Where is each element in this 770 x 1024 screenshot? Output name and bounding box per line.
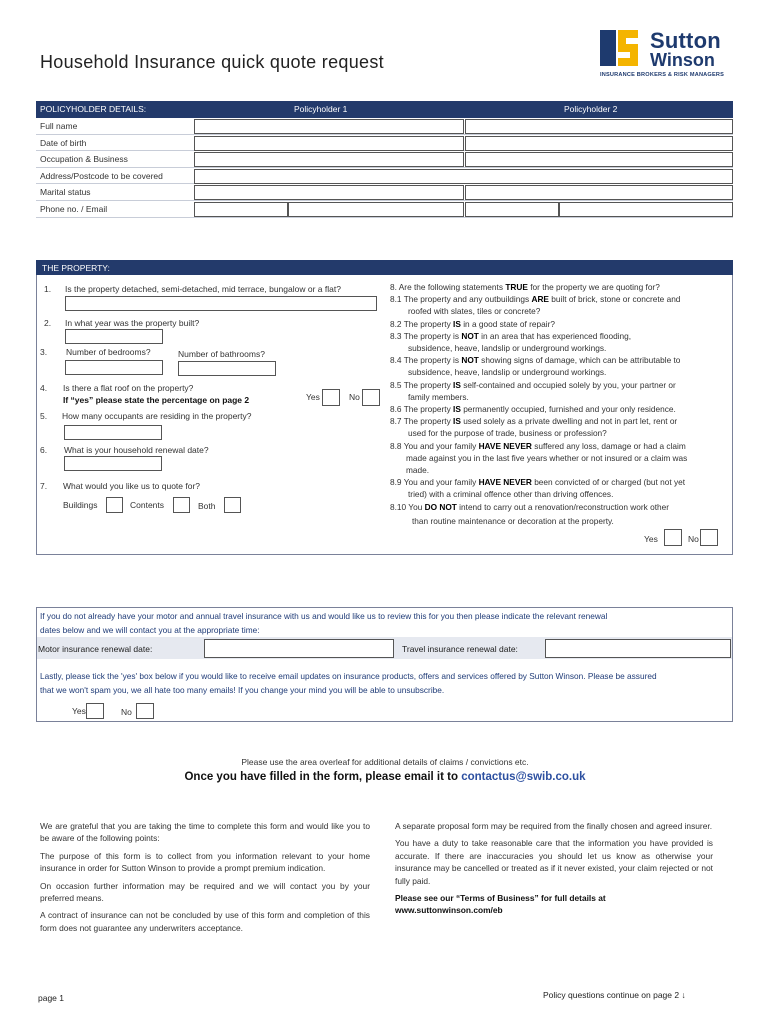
terms-text: Please see our “Terms of Business” for full details at — [395, 893, 606, 904]
policyholder-1-heading: Policyholder 1 — [294, 104, 348, 114]
s3-text-end: in an area that has experienced flooding, — [478, 330, 632, 341]
s4-text: 8.4 The property is — [390, 355, 462, 366]
q5-text: How many occupants are residing in the property? — [62, 411, 252, 421]
s6-text: 8.6 The property — [390, 404, 454, 415]
s10-text: 8.10 You — [390, 501, 425, 512]
q7-contents-label: Contents — [130, 500, 165, 510]
note-right-1: A separate proposal form may be required from the finally chosen and agreed insurer. — [395, 821, 713, 831]
s4-continuation: subsidence, heave, landslip or underground workings. — [408, 367, 607, 378]
dob-ph2-input[interactable] — [465, 136, 733, 151]
q7-both-label: Both — [198, 501, 216, 511]
occupation-ph1-input[interactable] — [194, 152, 464, 167]
policyholder-header-label: POLICYHOLDER DETAILS: — [40, 104, 147, 114]
s6-text-end: permanently occupied, furnished and your only residence. — [460, 404, 676, 415]
note-right-2: You have a duty to take reasonable care that the information you have provided is accurate. If there are inaccuracies you should let us know as otherwise your insurance may be cancelled or treated as if it never existed, your claim rejected or not fully paid. — [395, 838, 713, 886]
s8-continuation-end: made. — [406, 465, 430, 476]
q2-text: In what year was the property built? — [65, 318, 200, 328]
s7-text: 8.7 The property — [390, 416, 454, 427]
row-label-occupation: Occupation & Business — [40, 154, 128, 165]
s3-emphasis: NOT — [461, 330, 479, 341]
s1-text-end: built of brick, stone or concrete and — [548, 294, 681, 305]
occupants-input[interactable] — [64, 425, 162, 440]
logo-tagline: INSURANCE BROKERS & RISK MANAGERS — [600, 72, 725, 78]
overleaf-note: Please use the area overleaf for additional details of claims / convictions etc. — [241, 757, 529, 767]
flat-roof-yes-checkbox[interactable] — [322, 389, 340, 406]
s10-text-end: intend to carry out a renovation/reconstruction work other — [456, 501, 670, 512]
year-built-input[interactable] — [65, 329, 163, 344]
bedrooms-input[interactable] — [65, 360, 163, 375]
continue-note: Policy questions continue on page 2 ↓ — [543, 990, 686, 1000]
notes-left — [40, 820, 370, 934]
s2-text-end: in a good state of repair? — [460, 318, 555, 329]
logo-mark-icon — [598, 28, 646, 68]
note-left-3: On occasion further information may be required and we will contact you by your preferred means. — [40, 880, 370, 904]
row-label-address: Address/Postcode to be covered — [40, 170, 163, 181]
s9-continuation: tried) with a criminal offence other than driving offences. — [408, 489, 614, 500]
q1-number: 1. — [44, 284, 52, 294]
q4-number: 4. — [40, 383, 48, 393]
marital-ph1-input[interactable] — [194, 185, 464, 200]
s8-emphasis: HAVE NEVER — [478, 440, 532, 451]
s1-text: 8.1 The property and any outbuildings — [390, 294, 532, 305]
motor-renewal-label: Motor insurance renewal date: — [38, 644, 153, 654]
table-row — [36, 184, 733, 201]
policyholder-table — [36, 118, 733, 218]
s6-emphasis: IS — [453, 404, 461, 415]
s2-text: 8.2 The property — [390, 318, 454, 329]
notes-right — [395, 820, 713, 917]
motor-renewal-input[interactable] — [204, 639, 394, 658]
q5-number: 5. — [40, 411, 48, 421]
email-yes-label: Yes — [72, 706, 86, 716]
s4-text-end: showing signs of damage, which can be attributable to — [478, 355, 681, 366]
table-row — [36, 151, 733, 168]
q6-text: What is your household renewal date? — [64, 445, 209, 455]
motor-intro-line2: dates below and we will contact you at the appropriate time: — [40, 625, 260, 635]
table-row — [36, 201, 733, 218]
travel-renewal-label: Travel insurance renewal date: — [402, 644, 518, 654]
q1-text: Is the property detached, semi-detached, mid terrace, bungalow or a flat? — [65, 284, 341, 294]
s7-continuation: used for the purpose of trade, business or profession? — [408, 428, 607, 439]
bathrooms-input[interactable] — [178, 361, 276, 376]
table-row — [36, 168, 733, 185]
q6-number: 6. — [40, 445, 48, 455]
marital-ph2-input[interactable] — [465, 185, 733, 200]
s7-text-end: used solely as a private dwelling and not in part let, rent or — [460, 416, 678, 427]
s1-continuation: roofed with slates, tiles or concrete? — [408, 306, 541, 317]
s3-continuation: subsidence, heave, landslip or underground workings. — [408, 343, 607, 354]
q4-text: Is there a flat roof on the property? — [63, 383, 194, 393]
logo-brand-line1: Sutton — [650, 28, 721, 53]
email-updates-no-checkbox[interactable] — [136, 703, 154, 719]
note-left-2: The purpose of this form is to collect from you information relevant to your home insurance in order for Sutton Winson to provide a prompt premium indication. — [40, 850, 370, 874]
row-label-full-name: Full name — [40, 121, 78, 131]
q3-bathrooms-label: Number of bathrooms? — [178, 349, 265, 359]
dob-ph1-input[interactable] — [194, 136, 464, 151]
email-cta-text: Once you have filled in the form, please email it to — [184, 771, 462, 783]
address-input[interactable] — [194, 169, 733, 184]
email-updates-yes-checkbox[interactable] — [86, 703, 104, 719]
s5-emphasis: IS — [453, 379, 461, 390]
q7-buildings-label: Buildings — [63, 500, 98, 510]
s4-emphasis: NOT — [461, 355, 479, 366]
email-updates-line1: Lastly, please tick the 'yes' box below if you would like to receive email updates on insurance products, offers and services offered by Sutton Winson. Please be assured — [40, 671, 657, 681]
terms-note — [395, 892, 713, 917]
note-left-4: A contract of insurance can not be concluded by use of this form and completion of this form does not guarantee any underwriters acceptance. — [40, 910, 370, 933]
email-ph2-input[interactable] — [559, 202, 733, 217]
q3-number: 3. — [40, 347, 48, 357]
table-row — [36, 118, 733, 135]
s7-emphasis: IS — [453, 416, 461, 427]
q8-intro: 8. Are the following statements — [390, 282, 506, 292]
full-name-ph1-input[interactable] — [194, 119, 464, 134]
email-cta — [0, 771, 770, 783]
note-left-1: We are grateful that you are taking the time to complete this form and would like you to be aware of the following points: — [40, 821, 370, 844]
email-no-label: No — [121, 707, 132, 717]
s9-emphasis: HAVE NEVER — [478, 477, 532, 488]
policyholder-2-heading: Policyholder 2 — [564, 104, 618, 114]
table-row — [36, 135, 733, 152]
flat-roof-no-checkbox[interactable] — [362, 389, 380, 406]
q4-yes-label: Yes — [306, 392, 320, 402]
s10-emphasis: DO NOT — [424, 501, 457, 512]
row-label-phone: Phone no. / Email — [40, 203, 108, 214]
contact-email-link[interactable]: contactus@swib.co.uk — [461, 771, 586, 783]
full-name-ph2-input[interactable] — [465, 119, 733, 134]
motor-intro-line1: If you do not already have your motor and annual travel insurance with us and would like us to review this for you then please indicate the relevant renewal — [40, 611, 608, 621]
buildings-checkbox[interactable] — [106, 497, 123, 513]
row-label-dob: Date of birth — [40, 137, 87, 148]
email-updates-line2: that we won't spam you, we all hate too many emails! If you change your mind you will be able to unsubscribe. — [40, 685, 445, 695]
sutton-winson-logo — [598, 28, 738, 82]
phone-ph2-input[interactable] — [465, 202, 559, 217]
s9-text-end: been convicted of or charged (but not yet — [531, 477, 686, 488]
s1-emphasis: ARE — [531, 294, 549, 305]
q8-intro-emphasis: TRUE — [505, 282, 528, 292]
renewal-date-input[interactable] — [64, 456, 162, 471]
property-header-label: THE PROPERTY: — [42, 263, 110, 273]
s5-text-end: self-contained and occupied solely by you, your partner or — [460, 379, 676, 390]
q7-text: What would you like us to quote for? — [63, 481, 201, 491]
s5-continuation: family members. — [408, 391, 469, 402]
property-header — [36, 260, 733, 275]
policyholder-header — [36, 101, 733, 118]
page-number: page 1 — [38, 993, 64, 1003]
phone-ph1-input[interactable] — [194, 202, 288, 217]
contents-checkbox[interactable] — [173, 497, 190, 513]
q4-note: If “yes” please state the percentage on page 2 — [63, 395, 250, 405]
s3-text: 8.3 The property is — [390, 330, 462, 341]
property-type-input[interactable] — [65, 296, 377, 311]
q4-no-label: No — [349, 392, 360, 402]
q8-no-label: No — [688, 534, 699, 544]
s9-text: 8.9 You and your family — [390, 477, 479, 488]
q7-number: 7. — [40, 481, 48, 491]
terms-link[interactable]: www.suttonwinson.com/eb — [395, 905, 503, 916]
row-label-marital: Marital status — [40, 187, 91, 198]
q8-statements — [390, 281, 730, 527]
email-updates-text — [40, 669, 730, 697]
q8-yes-label: Yes — [644, 534, 658, 544]
s5-text: 8.5 The property — [390, 379, 454, 390]
both-checkbox[interactable] — [224, 497, 241, 513]
s8-text-end: suffered any loss, damage or had a claim — [531, 440, 686, 451]
statements-yes-checkbox[interactable] — [664, 529, 682, 546]
s10-continuation: than routine maintenance or decoration at the property. — [412, 515, 614, 526]
s8-text: 8.8 You and your family — [390, 440, 479, 451]
motor-intro — [40, 609, 730, 637]
s8-continuation: made against you in the last five years whether or not insured or a claim was — [406, 452, 688, 463]
logo-brand-line2: Winson — [650, 50, 715, 70]
q8-intro-end: for the property we are quoting for? — [527, 282, 660, 292]
statements-no-checkbox[interactable] — [700, 529, 718, 546]
page-title: Household Insurance quick quote request — [40, 52, 384, 72]
q3-bedrooms-label: Number of bedrooms? — [66, 347, 151, 357]
q2-number: 2. — [44, 318, 52, 328]
email-ph1-input[interactable] — [288, 202, 464, 217]
s2-emphasis: IS — [453, 318, 461, 329]
occupation-ph2-input[interactable] — [465, 152, 733, 167]
travel-renewal-input[interactable] — [545, 639, 731, 658]
